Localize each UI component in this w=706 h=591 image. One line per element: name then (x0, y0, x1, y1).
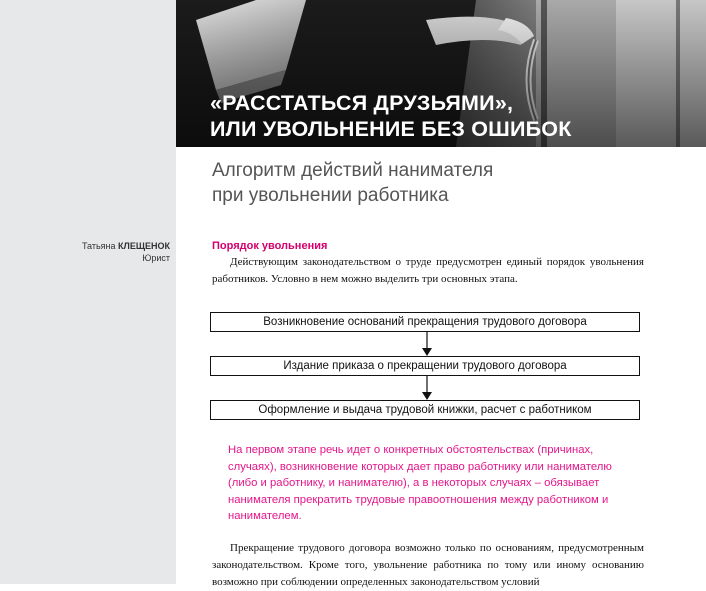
highlight-paragraph: На первом этапе речь идет о конкретных обстоятельствах (причинах, случаях), возникновение которых дает право работнику или нанимателю (либо и работнику, и нанимателю), а в некоторых случаях – обязывает нанимателя прекратить трудовые правоотношения между работником и нанимателем. (228, 444, 612, 522)
flow-arrow-2-icon (420, 376, 434, 400)
body-paragraph: Прекращение трудового договора возможно только по основаниям, предусмотренным законодательством. Кроме того, увольнение работника по тому или иному основанию возможно при соблюдении определенных законодательством условий (212, 542, 644, 588)
author-role: Юрист (142, 253, 170, 263)
article-subtitle (212, 158, 672, 208)
left-margin (0, 0, 176, 584)
flow-step-3: Оформление и выдача трудовой книжки, расчет с работником (210, 400, 640, 420)
hero-photo (176, 0, 706, 147)
intro-paragraph: Действующим законодательством о труде предусмотрен единый порядок увольнения работников. Условно в нем можно выделить три основных этапа. (212, 256, 644, 285)
section-heading: Порядок увольнения (212, 240, 328, 252)
article-title (210, 90, 572, 142)
subtitle-line-2: при увольнении работника (212, 185, 449, 206)
author-name (82, 240, 170, 252)
flow-step-2: Издание приказа о прекращении трудового договора (210, 356, 640, 376)
flow-step-1: Возникновение оснований прекращения трудового договора (210, 312, 640, 332)
author-last-name: КЛЕЩЕНОК (118, 241, 170, 251)
flow-arrow-1-icon (420, 332, 434, 356)
subtitle-line-1: Алгоритм действий нанимателя (212, 160, 494, 181)
author-first-name: Татьяна (81, 241, 116, 251)
article-title-line-2: ИЛИ УВОЛЬНЕНИЕ БЕЗ ОШИБОК (210, 117, 572, 141)
article-title-line-1: «РАССТАТЬСЯ ДРУЗЬЯМИ», (210, 91, 514, 115)
author-block (82, 240, 170, 264)
